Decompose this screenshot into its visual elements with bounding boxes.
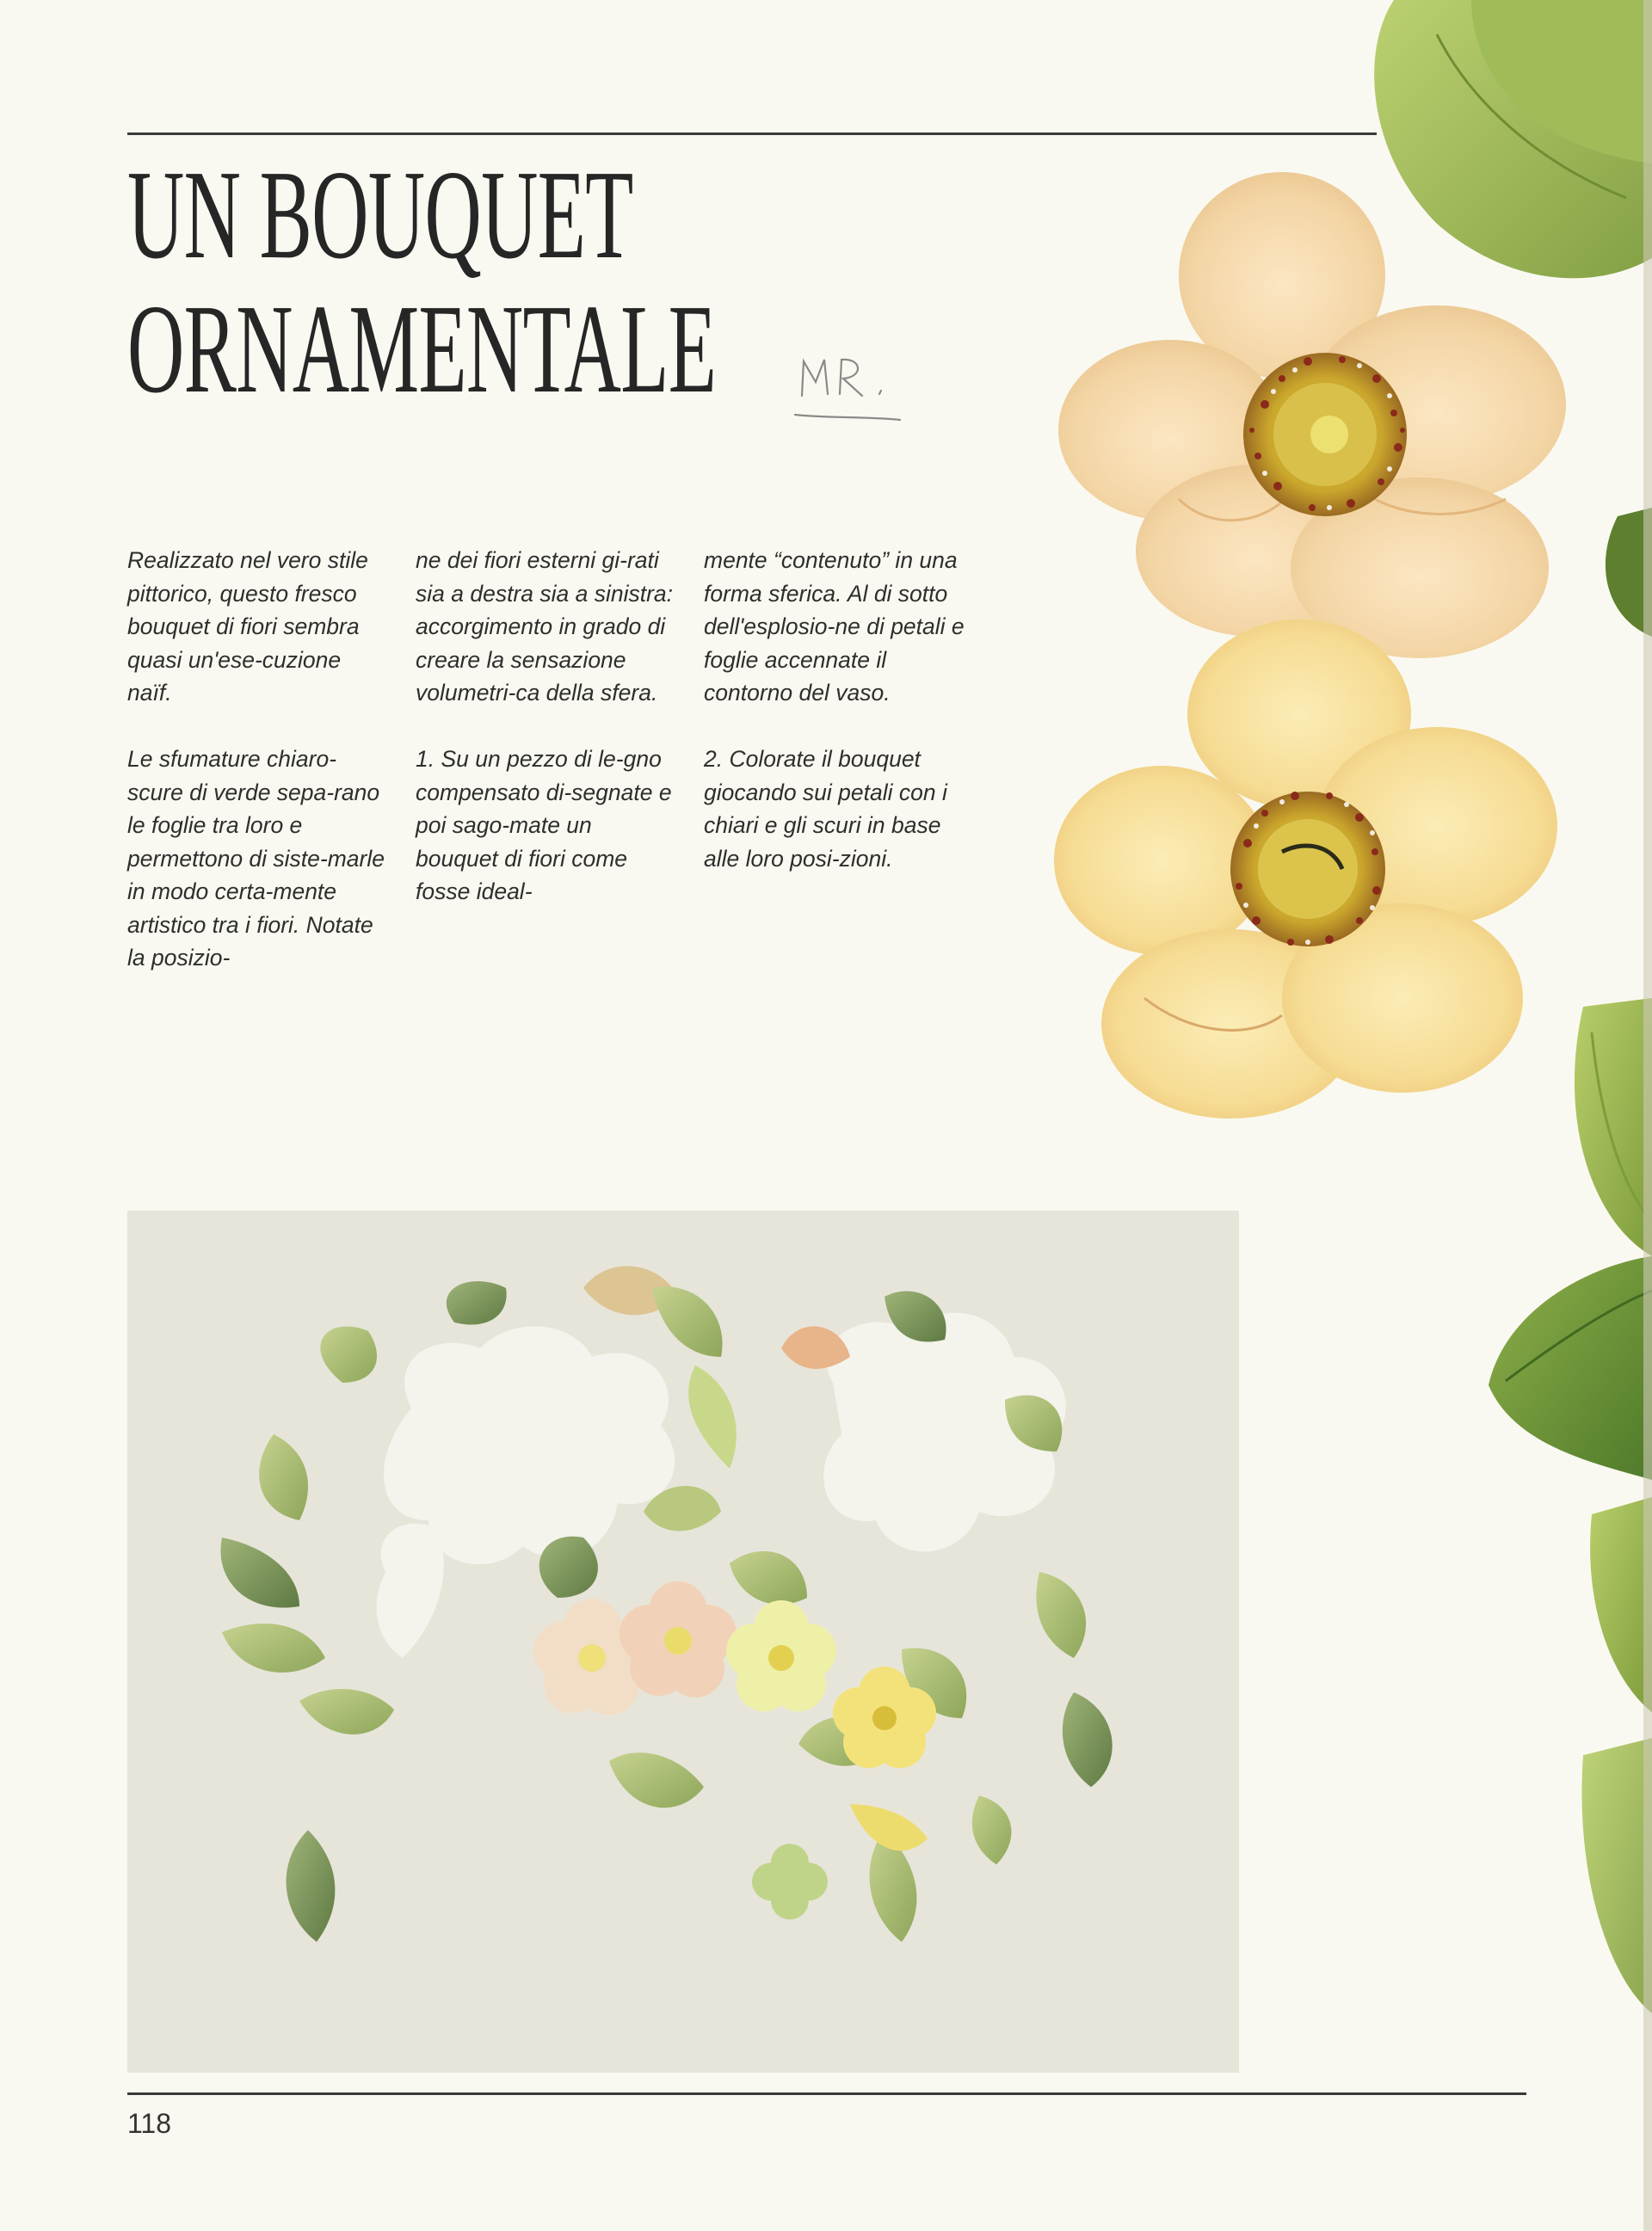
bottom-rule bbox=[127, 2092, 1526, 2095]
col2-paragraph-1: ne dei fiori esterni gi-rati sia a destra sia a sinistra: accorgimento in grado di creare la sensazione volumetri-ca della sfera. bbox=[416, 547, 673, 706]
page-title bbox=[127, 145, 717, 420]
text-column-2 bbox=[416, 544, 678, 909]
col3-paragraph-2: 2. Colorate il bouquet giocando sui petali con i chiari e gli scuri in base alle loro posi-zioni. bbox=[704, 746, 947, 872]
title-line-2: ORNAMENTALE bbox=[127, 279, 717, 420]
text-column-3 bbox=[704, 544, 966, 875]
col2-paragraph-2: 1. Su un pezzo di le-gno compensato di-segnate e poi sago-mate un bouquet di fiori come fosse ideal- bbox=[416, 746, 672, 904]
painted-bouquet-photo bbox=[127, 1211, 1239, 2073]
col1-paragraph-1: Realizzato nel vero stile pittorico, questo fresco bouquet di fiori sembra quasi un'ese-cuzione naïf. bbox=[127, 547, 368, 706]
col3-paragraph-1: mente “contenuto” in una forma sferica. Al di sotto dell'esplosio-ne di petali e foglie accennate il contorno del vaso. bbox=[704, 547, 965, 706]
page-number: 118 bbox=[127, 2108, 172, 2139]
col1-paragraph-2: Le sfumature chiaro-scure di verde sepa-rano le foglie tra loro e permettono di siste-marle in modo certa-mente artistico tra i fiori. Notate la posizio- bbox=[127, 746, 385, 971]
text-column-1 bbox=[127, 544, 390, 975]
title-line-1: UN BOUQUET bbox=[127, 145, 633, 286]
handwritten-initials-mark bbox=[790, 342, 910, 428]
